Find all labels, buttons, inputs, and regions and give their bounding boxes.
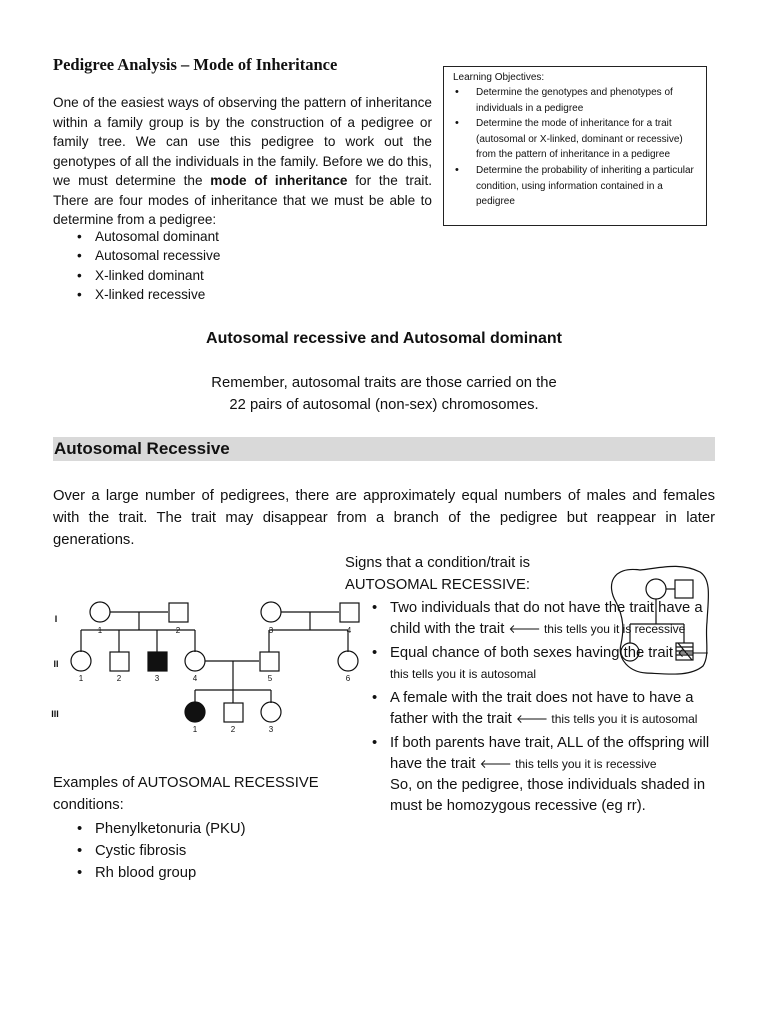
individual-number: 1 <box>192 725 198 734</box>
pedigree-female-I3 <box>261 602 281 622</box>
note-text: 🡐 this tells you it is autosomal <box>515 712 698 726</box>
objectives-title: Learning Objectives: <box>453 72 545 83</box>
pedigree-male-I2 <box>169 603 188 622</box>
list-item: • Determine the mode of inheritance for a trait (autosomal or X-linked, dominant or recessive) from the pattern of inheritance in a pedigree <box>452 116 702 163</box>
individual-number: 3 <box>268 626 274 635</box>
pedigree-male-I4 <box>340 603 359 622</box>
note-text: 🡐 this tells you it is recessive <box>508 622 686 636</box>
intro-bold-term: mode of inheritance <box>210 173 348 188</box>
pedigree-female-III3 <box>261 702 281 722</box>
list-item: • X-linked dominant <box>71 266 220 285</box>
list-item: • Two individuals that do not have the trait have a child with the trait 🡐 this tells you it is recessive <box>366 598 721 640</box>
section-paragraph: Over a large number of pedigrees, there are approximately equal numbers of males and females with the trait. The trait may disappear from a branch of the pedigree but reappear in later generations. <box>53 488 715 548</box>
summary-text: So, on the pedigree, those individuals shaded in must be homozygous recessive (eg rr). <box>390 777 706 814</box>
pedigree-female-II1 <box>71 651 91 671</box>
pedigree-male-II5 <box>260 652 279 671</box>
list-item: • If both parents have trait, ALL of the offspring will have the trait 🡐 this tells you it is recessive So, on the pedigree, those individuals shaded in must be homozygous recessive (eg rr). <box>366 733 721 817</box>
inset-pedigree <box>611 566 708 674</box>
list-item: • Phenylketonuria (PKU) <box>71 818 246 840</box>
section-bar-title: Autosomal Recessive <box>54 439 230 458</box>
individual-number: 2 <box>175 626 181 635</box>
individual-number: 4 <box>192 674 198 683</box>
individual-number: 3 <box>268 725 274 734</box>
pedigree-male-III2 <box>224 703 243 722</box>
individual-number: 1 <box>97 626 103 635</box>
list-item: • Rh blood group <box>71 862 246 884</box>
individual-number: 2 <box>230 725 236 734</box>
individual-number: 2 <box>116 674 122 683</box>
section-heading: Autosomal recessive and Autosomal dominant <box>206 330 562 347</box>
note-text: 🡐 this tells you it is autosomal <box>390 646 710 681</box>
pedigree-female-II4 <box>185 651 205 671</box>
intro-paragraph: One of the easiest ways of observing the pattern of inheritance within a family group is by the construction of a pedigree or family tree. We can use this pedigree to work out the genotypes of all the individuals in the family. Before we do this, we must determine the mode of inheritance for the trait. There are four modes of inheritance that we must be able to determine from a pedigree: <box>53 95 432 227</box>
pedigree-male-II3-affected <box>148 652 167 671</box>
pedigree-male-II2 <box>110 652 129 671</box>
pedigree-female-II6 <box>338 651 358 671</box>
list-item: • Determine the probability of inheriting a particular condition, using information contained in a pedigree <box>452 163 702 210</box>
individual-number: 5 <box>267 674 273 683</box>
gen-label-III: III <box>51 709 59 719</box>
pedigree-female-III1-affected <box>185 702 205 722</box>
list-item: • Autosomal recessive <box>71 246 220 265</box>
individual-number: 6 <box>345 674 351 683</box>
pedigree-female-I1 <box>90 602 110 622</box>
gen-label-I: I <box>54 614 58 624</box>
list-item: • X-linked recessive <box>71 285 220 304</box>
list-item: • Autosomal dominant <box>71 227 220 246</box>
list-item: • Cystic fibrosis <box>71 840 246 862</box>
list-item: • A female with the trait does not have to have a father with the trait 🡐 this tells you it is autosomal <box>366 688 721 730</box>
individual-number: 4 <box>346 626 352 635</box>
signs-heading: Signs that a condition/trait is AUTOSOMAL RECESSIVE: <box>345 555 531 593</box>
gen-label-II: II <box>53 659 59 669</box>
note-text: 🡐 this tells you it is recessive <box>479 757 657 771</box>
individual-number: 1 <box>78 674 84 683</box>
individual-number: 3 <box>154 674 160 683</box>
list-item: • Determine the genotypes and phenotypes of individuals in a pedigree <box>452 85 702 116</box>
remember-note: Remember, autosomal traits are those carried on the 22 pairs of autosomal (non-sex) chromosomes. <box>211 375 557 413</box>
examples-heading: Examples of AUTOSOMAL RECESSIVE conditions: <box>53 775 319 813</box>
list-item: • Equal chance of both sexes having the trait 🡐 this tells you it is autosomal <box>366 643 721 685</box>
page-title: Pedigree Analysis – Mode of Inheritance <box>53 55 338 74</box>
